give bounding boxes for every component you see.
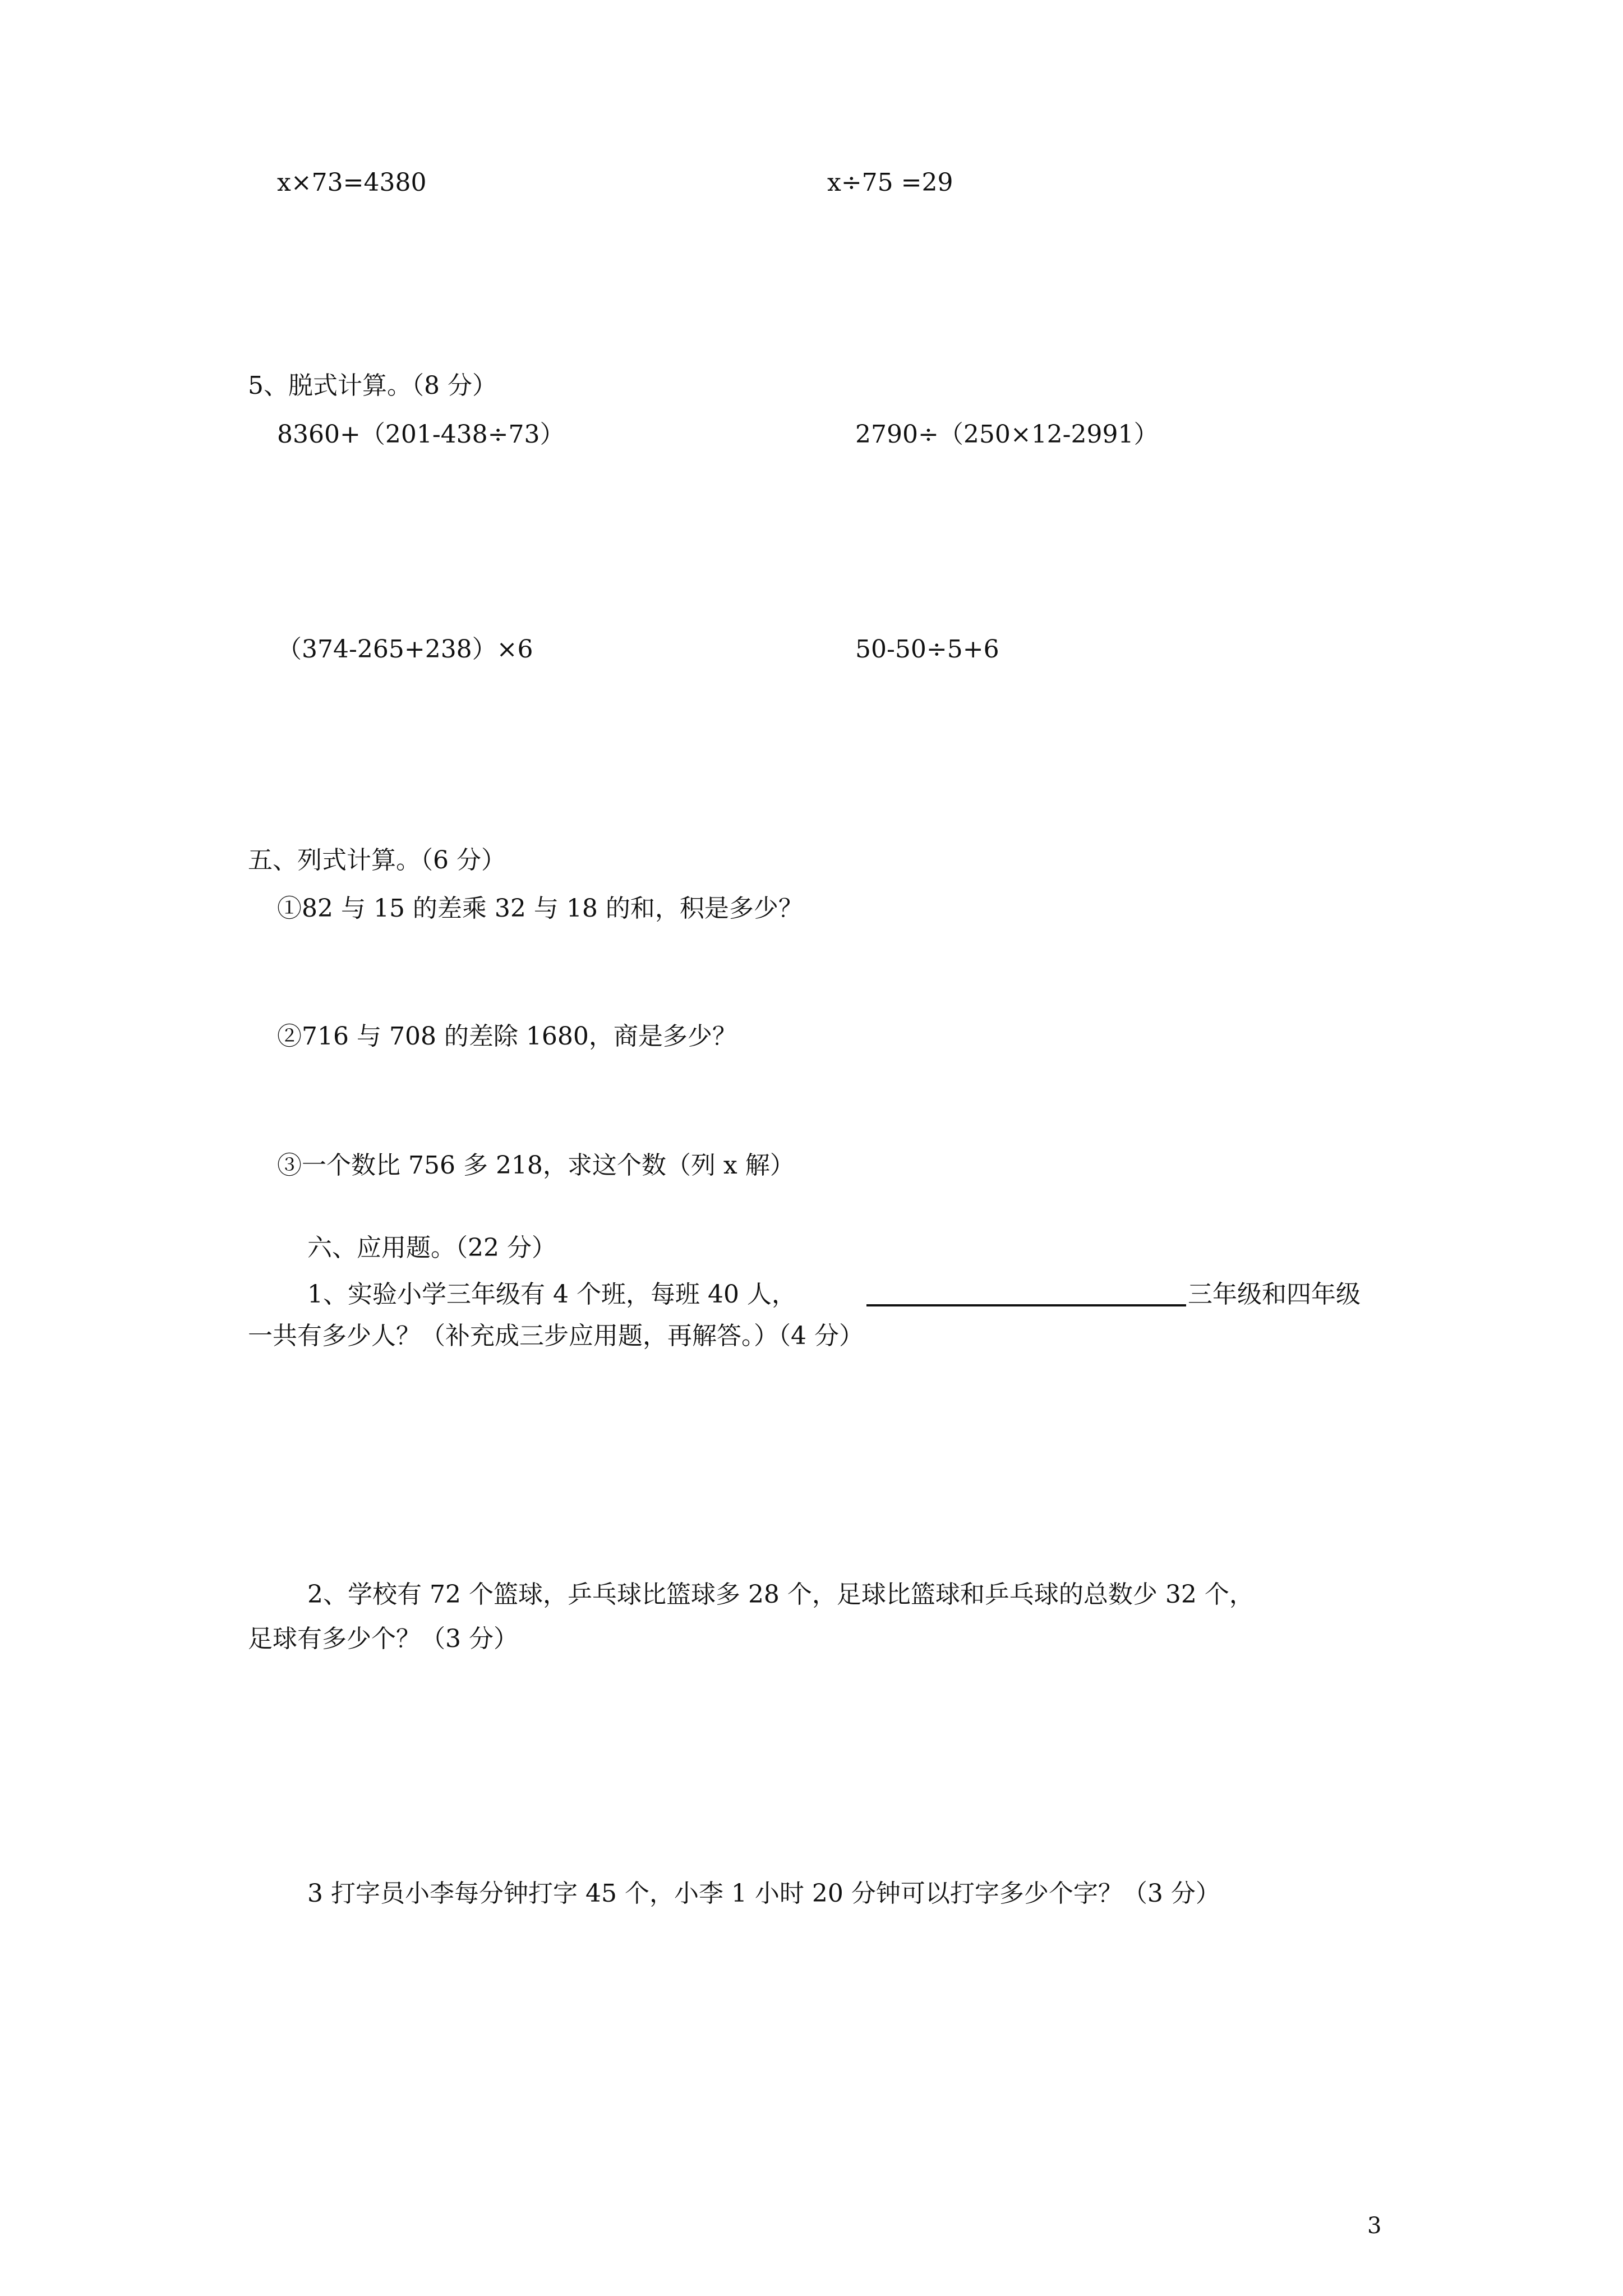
problem-1-text-b: 三年级和四年级 [1188, 1280, 1361, 1309]
calc-item-2: 2790÷（250×12-2991） [855, 420, 1159, 449]
problem-1-text-a: 1、实验小学三年级有 4 个班，每班 40 人， [307, 1280, 796, 1309]
problem-1-text-line2: 一共有多少人？（补充成三步应用题，再解答。）（4 分） [248, 1322, 864, 1350]
calc-item-1: 8360+（201-438÷73） [277, 420, 565, 449]
section-five-heading: 五、列式计算。（6 分） [248, 846, 506, 875]
equation-right: x÷75 =29 [827, 168, 953, 197]
fill-in-blank-line [866, 1304, 1186, 1306]
page-number: 3 [1367, 2213, 1382, 2239]
section5-heading: 5、脱式计算。（8 分） [248, 371, 497, 400]
section-five-q2: ②716 与 708 的差除 1680，商是多少？ [277, 1022, 737, 1051]
problem-2-line2: 足球有多少个？（3 分） [248, 1625, 518, 1653]
equation-left: x×73=4380 [277, 168, 427, 197]
section-five-q3: ③一个数比 756 多 218，求这个数（列 x 解） [277, 1151, 795, 1180]
calc-item-4: 50-50÷5+6 [855, 635, 999, 664]
problem-3: 3 打字员小李每分钟打字 45 个，小李 1 小时 20 分钟可以打字多少个字？（3 分） [307, 1879, 1220, 1908]
calc-item-3: （374-265+238）×6 [277, 635, 533, 664]
problem-2-line1: 2、学校有 72 个篮球，乒乓球比篮球多 28 个，足球比篮球和乒乓球的总数少 32 个， [307, 1580, 1254, 1609]
section-six-heading: 六、应用题。（22 分） [307, 1234, 556, 1262]
section-five-q1: ①82 与 15 的差乘 32 与 18 的和，积是多少？ [277, 894, 803, 923]
